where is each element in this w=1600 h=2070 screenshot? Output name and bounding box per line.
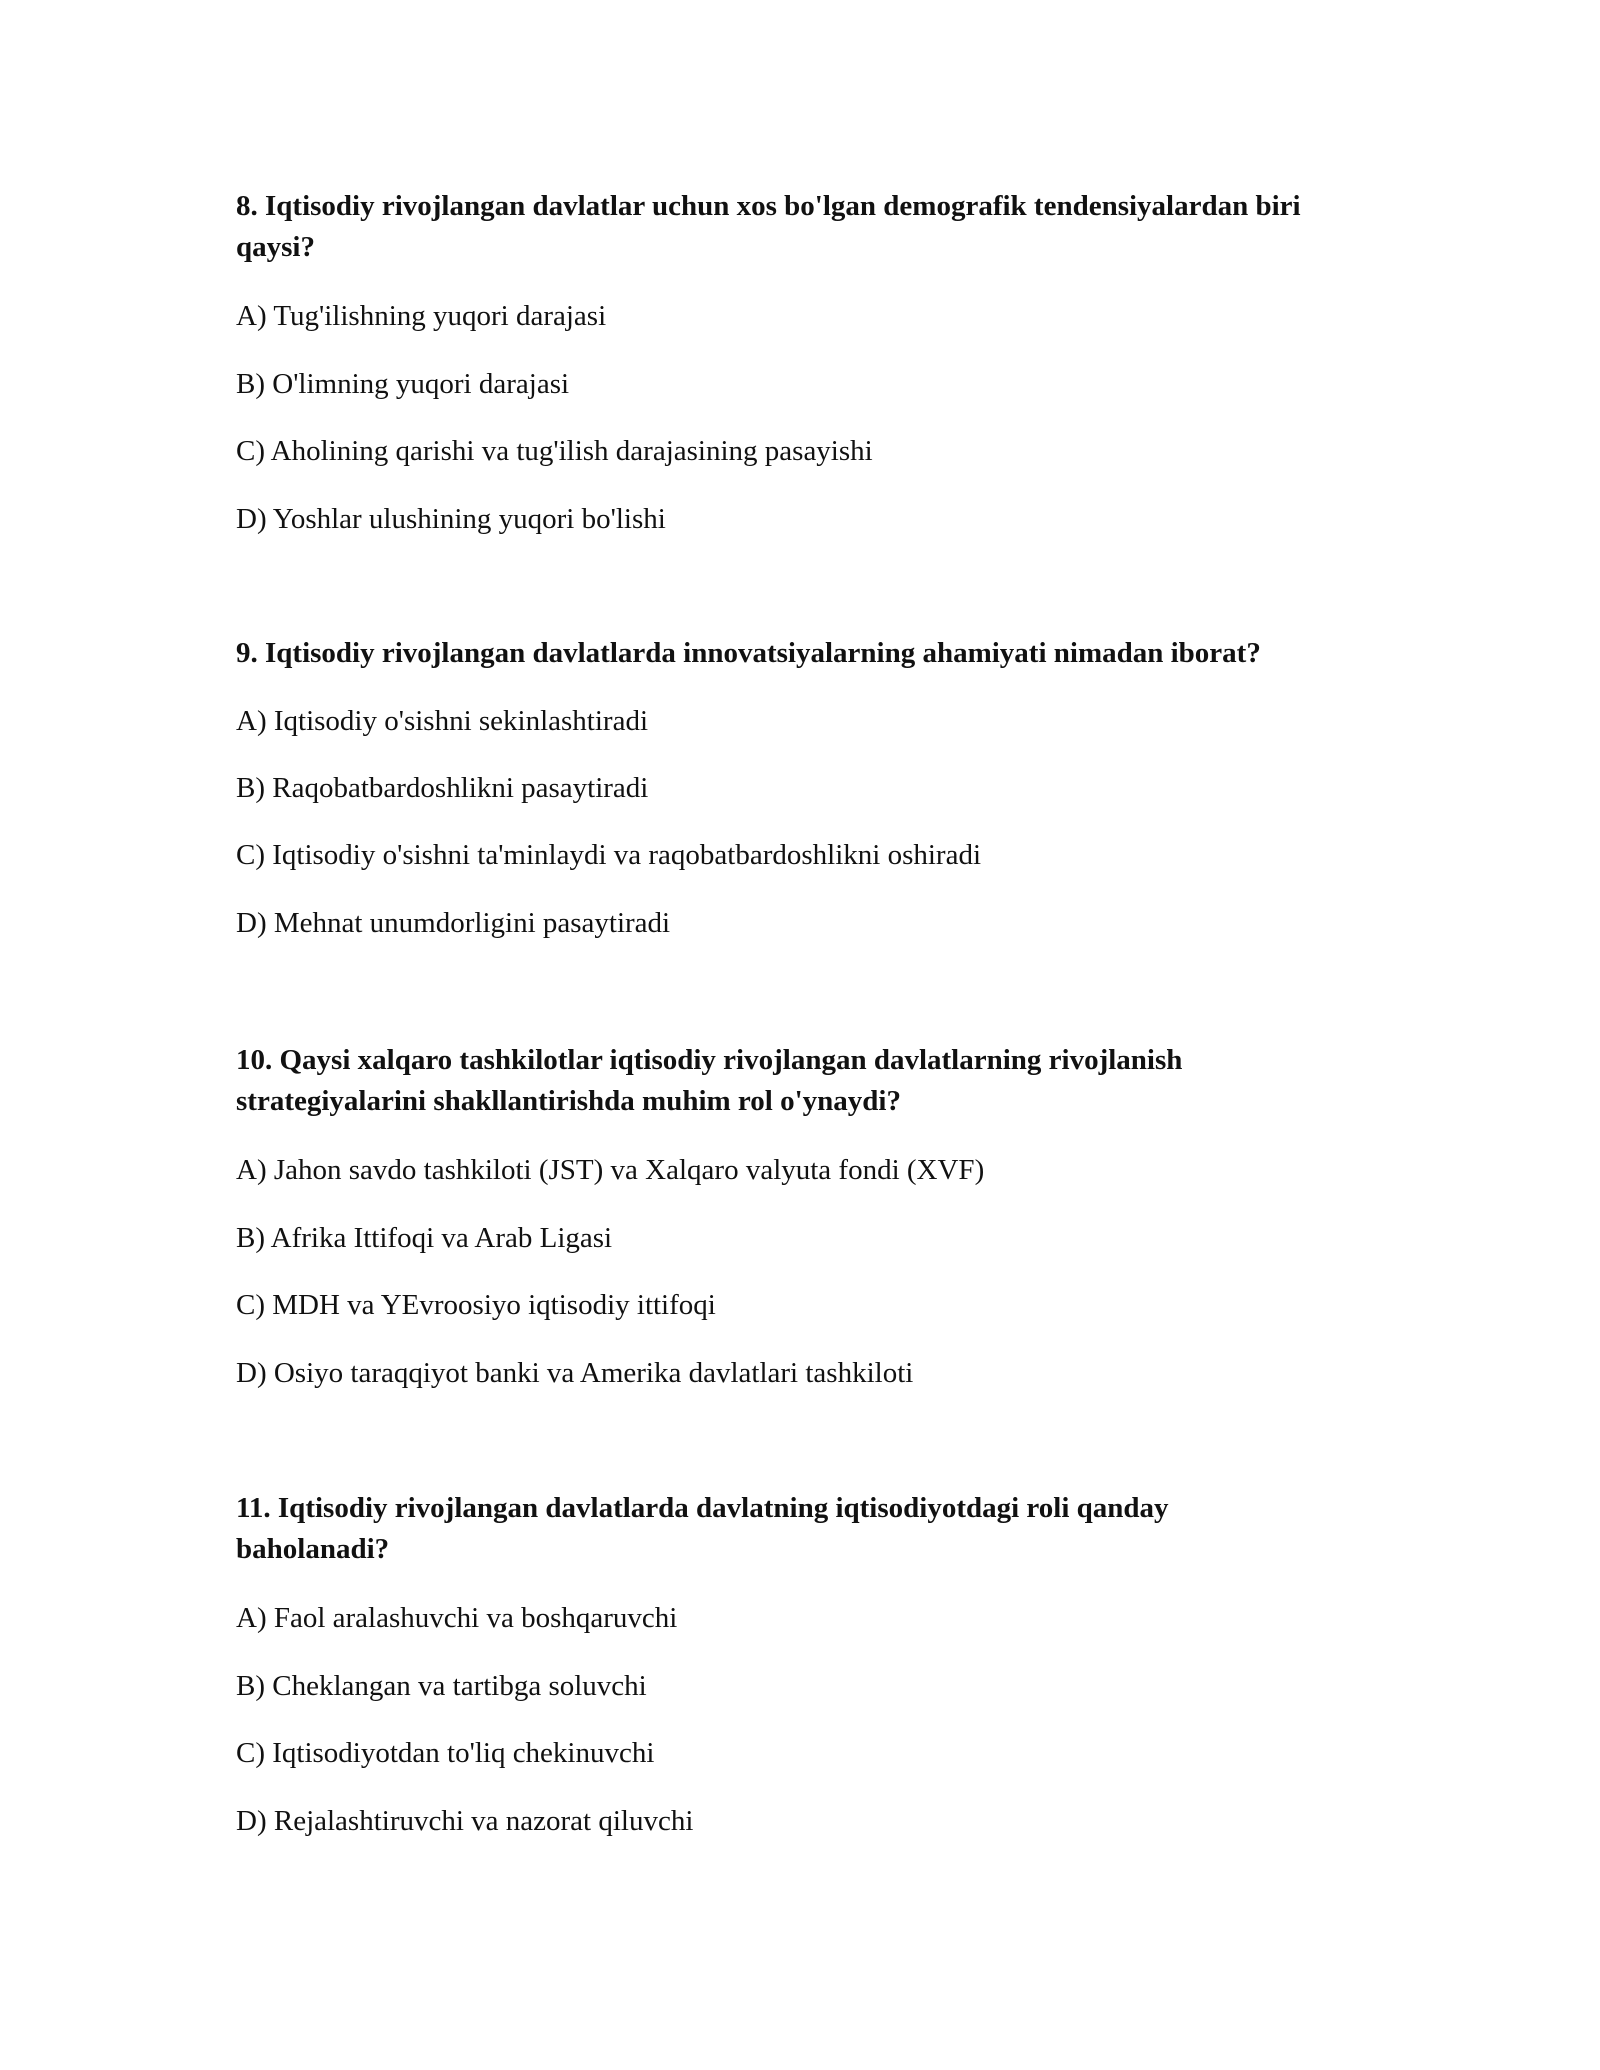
option-c: C) Aholining qarishi va tug'ilish darajasining pasayishi	[236, 435, 873, 467]
option-d: D) Yoshlar ulushining yuqori bo'lishi	[236, 503, 666, 535]
option-c: C) Iqtisodiyotdan to'liq chekinuvchi	[236, 1737, 655, 1769]
question-10	[236, 1040, 1366, 1400]
question-title: 9. Iqtisodiy rivojlangan davlatlarda innovatsiyalarning ahamiyati nimadan iborat?	[236, 637, 1261, 669]
option-c: C) MDH va YEvroosiyo iqtisodiy ittifoqi	[236, 1289, 716, 1321]
option-d: D) Osiyo taraqqiyot banki va Amerika davlatlari tashkiloti	[236, 1357, 914, 1389]
option-b: B) Cheklangan va tartibga soluvchi	[236, 1670, 647, 1702]
option-a: A) Faol aralashuvchi va boshqaruvchi	[236, 1602, 678, 1634]
question-11	[236, 1488, 1366, 1848]
question-title: 10. Qaysi xalqaro tashkilotlar iqtisodiy rivojlangan davlatlarning rivojlanish strategiyalarini shakllantirishda muhim rol o'ynaydi?	[236, 1044, 1183, 1117]
option-b: B) Raqobatbardoshlikni pasaytiradi	[236, 772, 649, 804]
option-a: A) Tug'ilishning yuqori darajasi	[236, 300, 607, 332]
option-d: D) Mehnat unumdorligini pasaytiradi	[236, 907, 671, 939]
option-a: A) Jahon savdo tashkiloti (JST) va Xalqaro valyuta fondi (XVF)	[236, 1154, 985, 1186]
option-b: B) Afrika Ittifoqi va Arab Ligasi	[236, 1222, 613, 1254]
option-d: D) Rejalashtiruvchi va nazorat qiluvchi	[236, 1805, 694, 1837]
option-a: A) Iqtisodiy o'sishni sekinlashtiradi	[236, 705, 649, 737]
question-title: 8. Iqtisodiy rivojlangan davlatlar uchun xos bo'lgan demografik tendensiyalardan biri qaysi?	[236, 190, 1301, 263]
option-c: C) Iqtisodiy o'sishni ta'minlaydi va raqobatbardoshlikni oshiradi	[236, 839, 982, 871]
question-9	[236, 633, 1366, 953]
question-8	[236, 186, 1366, 546]
option-b: B) O'limning yuqori darajasi	[236, 368, 570, 400]
question-title: 11. Iqtisodiy rivojlangan davlatlarda davlatning iqtisodiyotdagi roli qanday baholanadi?	[236, 1492, 1169, 1565]
